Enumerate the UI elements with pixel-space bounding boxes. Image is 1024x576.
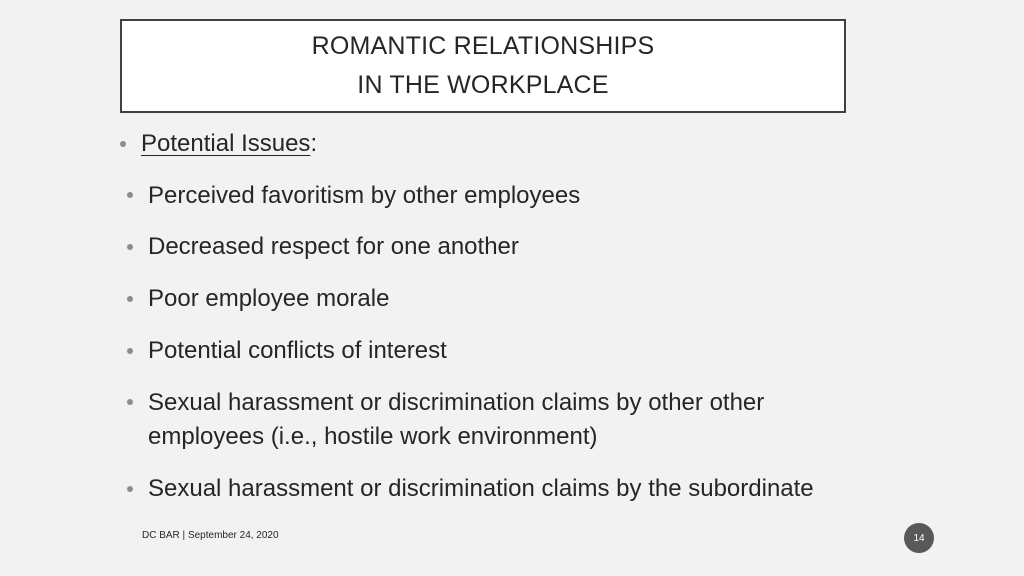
section-heading	[141, 127, 317, 161]
bullet-text: Potential conflicts of interest	[148, 337, 447, 364]
bullet-text: Perceived favoritism by other employees	[148, 182, 581, 209]
bullet-dot-icon	[127, 348, 133, 354]
bullet-dot-icon	[127, 192, 133, 198]
page-number-badge: 14	[904, 523, 934, 553]
section-heading-colon: :	[310, 130, 318, 157]
bullet-text: Sexual harassment or discrimination claims by the subordinate	[148, 475, 814, 502]
bullet-dot-icon	[127, 399, 133, 405]
slide-title-line-2: IN THE WORKPLACE	[357, 71, 609, 99]
section-heading-label: Potential Issues	[141, 130, 311, 157]
slide-title-line-1: ROMANTIC RELATIONSHIPS	[311, 32, 655, 60]
bullet-text: Sexual harassment or discrimination claims by other other	[148, 389, 765, 416]
bullet-text-continuation: employees (i.e., hostile work environment)	[148, 423, 598, 450]
bullet-dot-icon	[127, 296, 133, 302]
bullet-dot-icon	[120, 141, 126, 147]
bullet-dot-icon	[127, 244, 133, 250]
bullet-text: Decreased respect for one another	[148, 233, 519, 260]
footer-text: DC BAR | September 24, 2020	[142, 530, 279, 541]
bullet-dot-icon	[127, 486, 133, 492]
bullet-text: Poor employee morale	[148, 285, 390, 312]
